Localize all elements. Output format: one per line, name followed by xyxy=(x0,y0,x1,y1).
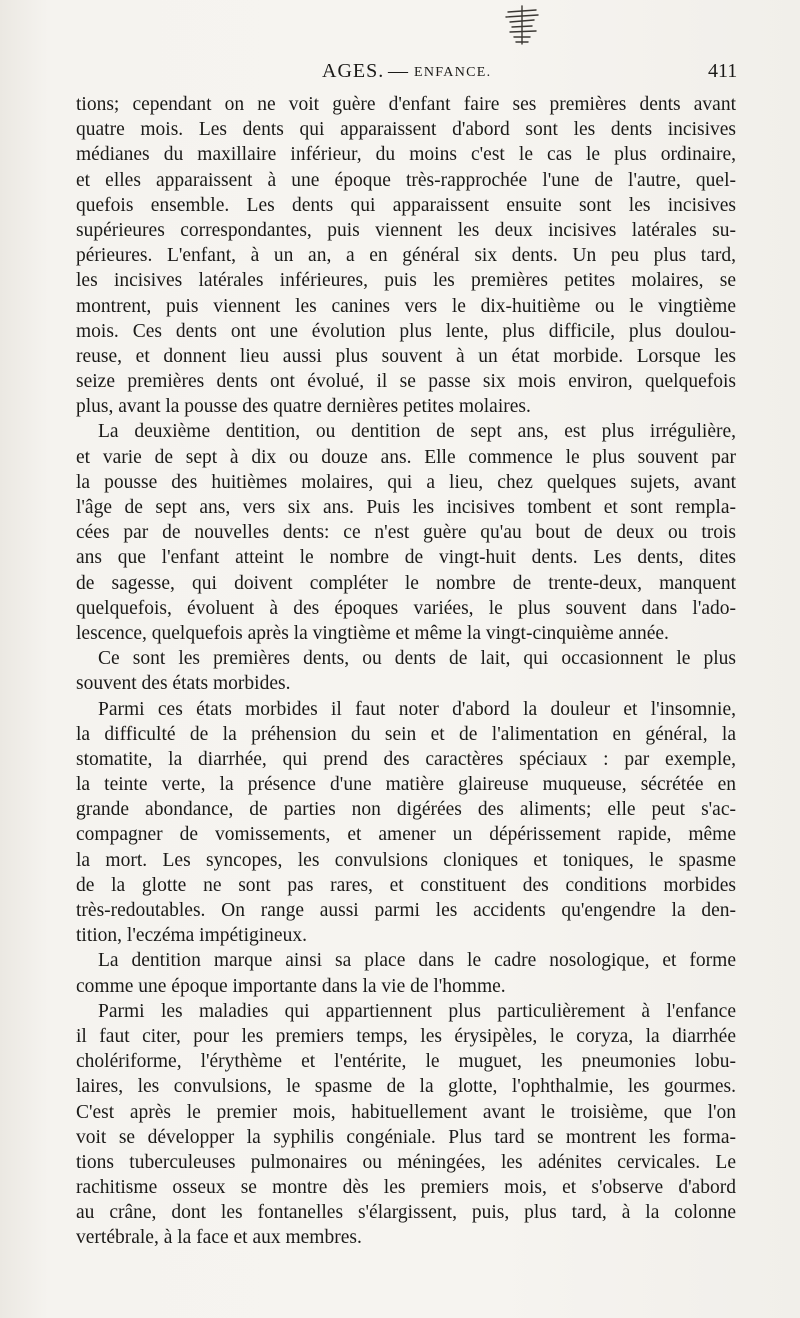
paragraph xyxy=(76,646,736,696)
text-line: les incisives latérales inférieures, puis les premières petites molaires, se xyxy=(76,270,736,292)
text-line: souvent des états morbides. xyxy=(76,673,291,695)
text-line: plus, avant la pousse des quatre dernières petites molaires. xyxy=(76,396,531,418)
text-line: Parmi les maladies qui appartiennent plus particulièrement à l'enfance xyxy=(98,1000,736,1022)
text-line: voit se développer la syphilis congéniale. Plus tard se montrent les forma- xyxy=(76,1126,736,1148)
text-line: et elles apparaissent à une époque très-rapprochée l'une de l'autre, quel- xyxy=(76,169,736,191)
text-line: quelquefois, évoluent à des époques variées, le plus souvent dans l'ado- xyxy=(76,597,736,619)
text-line: rachitisme osseux se montre dès les premiers mois, et s'observe d'abord xyxy=(76,1177,736,1199)
text-line: Ce sont les premières dents, ou dents de lait, qui occasionnent le plus xyxy=(98,648,736,670)
text-line: stomatite, la diarrhée, qui prend des caractères spéciaux : par exemple, xyxy=(76,748,736,770)
text-line: ans que l'enfant atteint le nombre de vingt-huit dents. Les dents, dites xyxy=(76,547,736,569)
text-line: compagner de vomissements, et amener un dépérissement rapide, même xyxy=(76,824,736,846)
text-line: lescence, quelquefois après la vingtième et même la vingt-cinquième année. xyxy=(76,622,669,644)
text-line: il faut citer, pour les premiers temps, les érysipèles, le coryza, la diarrhée xyxy=(76,1025,736,1047)
text-line: de sagesse, qui doivent compléter le nombre de trente-deux, manquent xyxy=(76,572,736,594)
printer-ornament-icon xyxy=(500,4,544,48)
body-text xyxy=(76,92,736,1251)
paragraph xyxy=(76,92,736,419)
text-line: la mort. Les syncopes, les convulsions cloniques et toniques, le spasme xyxy=(76,849,736,871)
running-head-dash: — xyxy=(388,60,408,82)
paragraph xyxy=(76,419,736,646)
paragraph xyxy=(76,948,736,998)
text-line: très-redoutables. On range aussi parmi les accidents qu'engendre la den- xyxy=(76,900,736,921)
text-line: la difficulté de la préhension du sein et de l'alimentation en général, la xyxy=(76,723,736,745)
text-line: La dentition marque ainsi sa place dans le cadre nosologique, et forme xyxy=(98,950,736,972)
text-line: et varie de sept à dix ou douze ans. Elle commence le plus souvent par xyxy=(76,446,736,468)
text-line: tions tuberculeuses pulmonaires ou méningées, les adénites cervicales. Le xyxy=(76,1151,736,1173)
text-line: vertébrale, à la face et aux membres. xyxy=(76,1227,362,1249)
text-line: cholériforme, l'érythème et l'entérite, le muguet, les pneumonies lobu- xyxy=(76,1051,736,1073)
text-line: tions; cependant on ne voit guère d'enfant faire ses premières dents avant xyxy=(76,94,736,115)
paragraph xyxy=(76,697,736,949)
text-line: mois. Ces dents ont une évolution plus lente, plus difficile, plus doulou- xyxy=(76,320,736,342)
running-head-title: AGES. xyxy=(322,60,385,82)
text-line: de la glotte ne sont pas rares, et constituent des conditions morbides xyxy=(76,874,736,896)
text-line: au crâne, dont les fontanelles s'élargissent, puis, plus tard, à la colonne xyxy=(76,1202,736,1224)
text-line: cées par de nouvelles dents: ce n'est guère qu'au bout de deux ou trois xyxy=(76,522,736,544)
running-head-subtitle: ENFANCE. xyxy=(414,65,492,80)
text-line: la pousse des huitièmes molaires, qui a lieu, chez quelques sujets, avant xyxy=(76,471,736,493)
text-line: périeures. L'enfant, à un an, a en général six dents. Un peu plus tard, xyxy=(76,245,736,267)
text-line: quefois ensemble. Les dents qui apparaissent ensuite sont les incisives xyxy=(76,194,736,216)
text-line: laires, les convulsions, le spasme de la glotte, l'ophthalmie, les gourmes. xyxy=(76,1076,736,1098)
page-number: 411 xyxy=(708,60,738,82)
text-line: seize premières dents ont évolué, il se passe six mois environ, quelquefois xyxy=(76,371,736,393)
text-line: La deuxième dentition, ou dentition de sept ans, est plus irrégulière, xyxy=(98,421,736,443)
text-line: tition, l'eczéma impétigineux. xyxy=(76,925,307,947)
text-line: montrent, puis viennent les canines vers le dix-huitième ou le vingtième xyxy=(76,295,736,317)
text-line: Parmi ces états morbides il faut noter d'abord la douleur et l'insomnie, xyxy=(98,698,736,720)
text-line: reuse, et donnent lieu aussi plus souvent à un état morbide. Lorsque les xyxy=(76,345,736,367)
text-line: C'est après le premier mois, habituellement avant le troisième, que l'on xyxy=(76,1101,736,1123)
running-head xyxy=(0,58,800,88)
text-line: la teinte verte, la présence d'une matière glaireuse muqueuse, sécrétée en xyxy=(76,774,736,796)
text-line: médianes du maxillaire inférieur, du moins c'est le cas le plus ordinaire, xyxy=(76,144,736,166)
text-line: quatre mois. Les dents qui apparaissent d'abord sont les dents incisives xyxy=(76,119,736,141)
paragraph xyxy=(76,999,736,1251)
text-line: grande abondance, de parties non digérées des aliments; elle peut s'ac- xyxy=(76,799,736,821)
text-line: supérieures correspondantes, puis viennent les deux incisives latérales su- xyxy=(76,219,736,241)
text-line: l'âge de sept ans, vers six ans. Puis les incisives tombent et sont rempla- xyxy=(76,497,736,518)
text-line: comme une époque importante dans la vie de l'homme. xyxy=(76,975,506,997)
